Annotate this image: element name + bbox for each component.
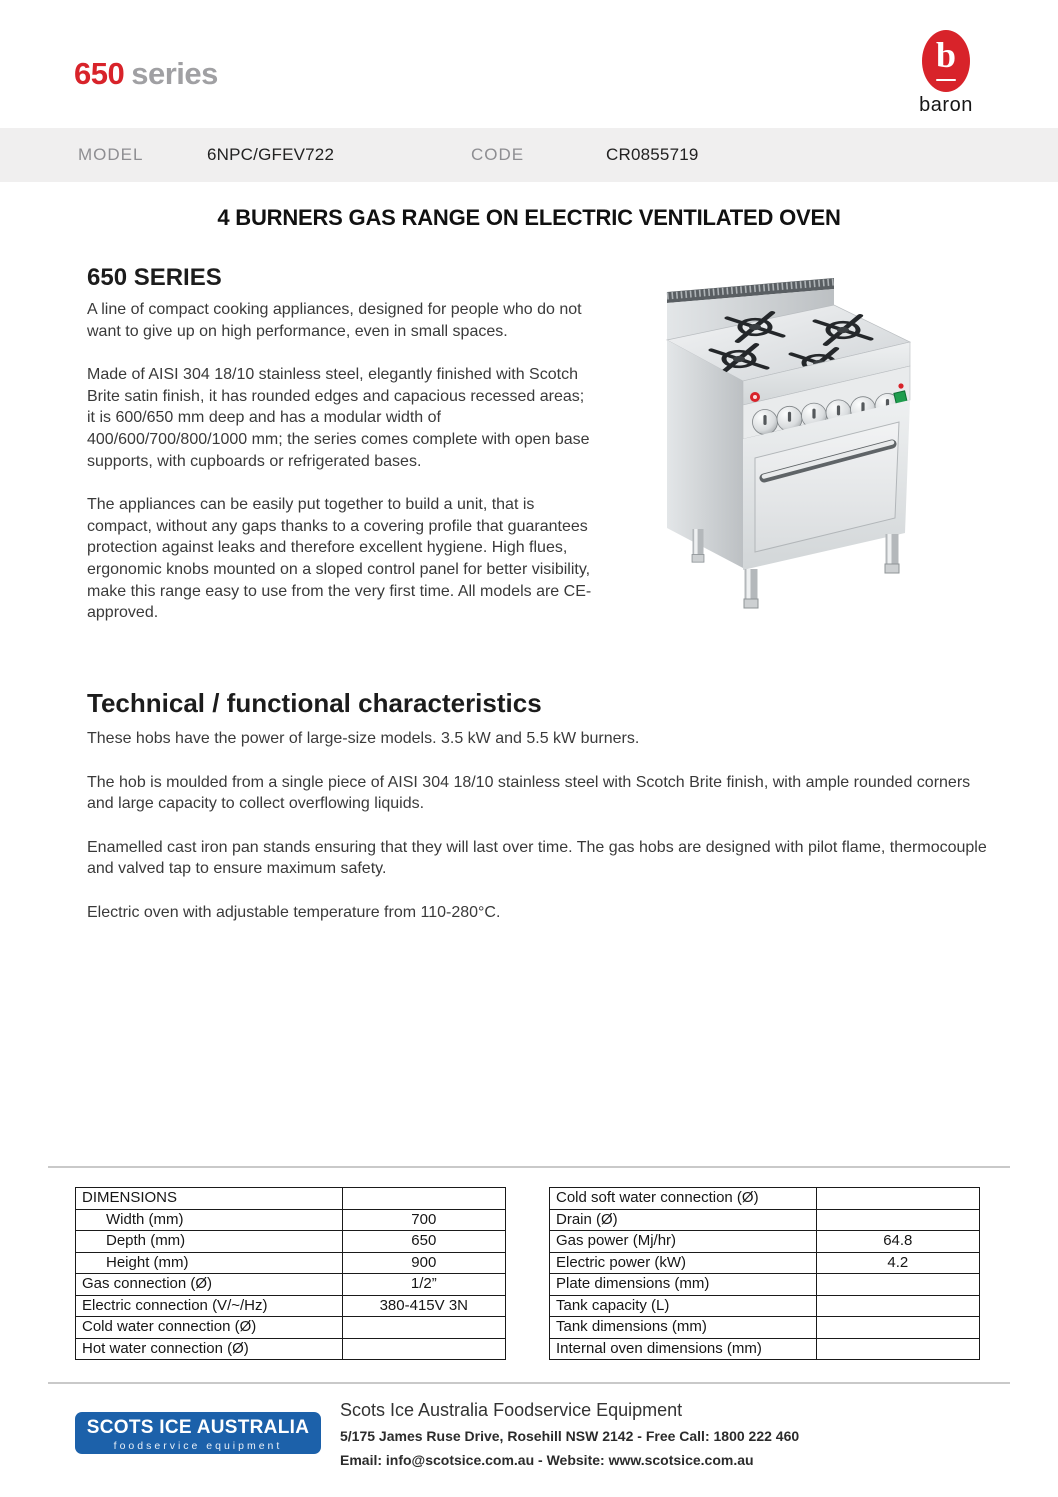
spec-label: Height (mm) [76,1252,343,1274]
spec-value [816,1338,979,1360]
table-row [550,1338,980,1360]
model-label: MODEL [78,145,144,164]
spec-value: 900 [342,1252,505,1274]
model-value: 6NPC/GFEV722 [207,145,335,164]
footer-contact: Email: info@scotsice.com.au - Website: www.scotsice.com.au [340,1452,754,1468]
table-row [550,1209,980,1231]
scots-ice-logo-subtitle: foodservice equipment [113,1440,283,1452]
paragraph: Made of AISI 304 18/10 stainless steel, elegantly finished with Scotch Brite satin finish, it has rounded edges and capacious recessed areas; it is 600/650 mm deep and has a modular width of 400/600/700/800/1000 mm; the series comes complete with open base supports, with cupboards or refrigerated bases. [87,366,590,470]
series-word: series [131,56,218,91]
divider [48,1382,1010,1384]
table-row [550,1252,980,1274]
product-title: 4 BURNERS GAS RANGE ON ELECTRIC VENTILATED OVEN [217,205,841,230]
spec-label: Tank dimensions (mm) [550,1317,817,1339]
paragraph: The appliances can be easily put together to build a unit, that is compact, without any gaps thanks to a covering profile that guarantees protection against leaks and therefore excellent hygiene. High flues, ergonomic knobs mounted on a sloped control panel for better visibility, make this range easy to use from the very first time. All models are CE-approved. [87,496,592,622]
spec-value: 1/2” [342,1274,505,1296]
series-description [87,299,595,646]
product-image [652,278,950,630]
spec-value: 700 [342,1209,505,1231]
spec-value: 650 [342,1231,505,1253]
spec-label: Plate dimensions (mm) [550,1274,817,1296]
baron-logo [901,30,991,117]
spec-value: 4.2 [816,1252,979,1274]
footer-address: 5/175 James Ruse Drive, Rosehill NSW 2142 - Free Call: 1800 222 460 [340,1428,800,1444]
footer-company-name: Scots Ice Australia Foodservice Equipment [340,1400,683,1420]
spec-value [342,1188,505,1210]
baron-letter: b [935,35,957,75]
connections-table [549,1187,980,1360]
paragraph: These hobs have the power of large-size models. 3.5 kW and 5.5 kW burners. [87,730,640,747]
table-row [550,1317,980,1339]
spec-label: Gas power (Mj/hr) [550,1231,817,1253]
spec-label: Internal oven dimensions (mm) [550,1338,817,1360]
spec-label: Drain (Ø) [550,1209,817,1231]
spec-label: Gas connection (Ø) [76,1274,343,1296]
code-label: CODE [471,145,525,164]
spec-value [816,1295,979,1317]
table-row [550,1295,980,1317]
table-row [550,1274,980,1296]
paragraph: A line of compact cooking appliances, designed for people who do not want to give up on high performance, even in small spaces. [87,301,582,340]
divider [48,1166,1010,1168]
spec-value [816,1274,979,1296]
baron-wordmark: baron [919,94,973,116]
series-number: 650 [74,56,125,91]
model-code-bar [0,128,1058,182]
table-row [76,1338,506,1360]
table-row [550,1231,980,1253]
baron-oval-icon [922,30,970,92]
table-row [76,1188,506,1210]
scots-ice-logo-title: SCOTS ICE AUSTRALIA [86,1417,310,1438]
spec-value: 380-415V 3N [342,1295,505,1317]
technical-section-heading: Technical / functional characteristics [87,688,542,718]
baron-underline [936,79,956,82]
table-row [76,1274,506,1296]
spec-value [816,1188,979,1210]
spec-value [816,1209,979,1231]
technical-description [87,728,987,946]
table-row [76,1252,506,1274]
paragraph: Electric oven with adjustable temperature from 110-280°C. [87,903,501,921]
spec-label: Electric connection (V/~/Hz) [76,1295,343,1317]
dimensions-table [75,1187,506,1360]
spec-label: DIMENSIONS [76,1188,343,1210]
spec-label: Width (mm) [76,1209,343,1231]
table-row [550,1188,980,1210]
spec-label: Electric power (kW) [550,1252,817,1274]
scots-ice-logo [75,1412,321,1454]
spec-label: Cold soft water connection (Ø) [550,1188,817,1210]
code-value: CR0855719 [606,145,699,164]
spec-label: Cold water connection (Ø) [76,1317,343,1339]
table-row [76,1231,506,1253]
table-row [76,1295,506,1317]
paragraph: Enamelled cast iron pan stands ensuring that they will last over time. The gas hobs are designed with pilot flame, thermocouple and valved tap to ensure maximum safety. [87,838,987,878]
spec-value [816,1317,979,1339]
table-row [76,1209,506,1231]
spec-label: Hot water connection (Ø) [76,1338,343,1360]
table-row [76,1317,506,1339]
page-title [74,56,218,92]
spec-label: Depth (mm) [76,1231,343,1253]
paragraph: The hob is moulded from a single piece of AISI 304 18/10 stainless steel with Scotch Brite finish, with ample rounded corners and large capacity to collect overflowing liquids. [87,773,971,813]
spec-value [342,1317,505,1339]
spec-value: 64.8 [816,1231,979,1253]
series-section-heading: 650 SERIES [87,264,222,291]
spec-value [342,1338,505,1360]
spec-label: Tank capacity (L) [550,1295,817,1317]
